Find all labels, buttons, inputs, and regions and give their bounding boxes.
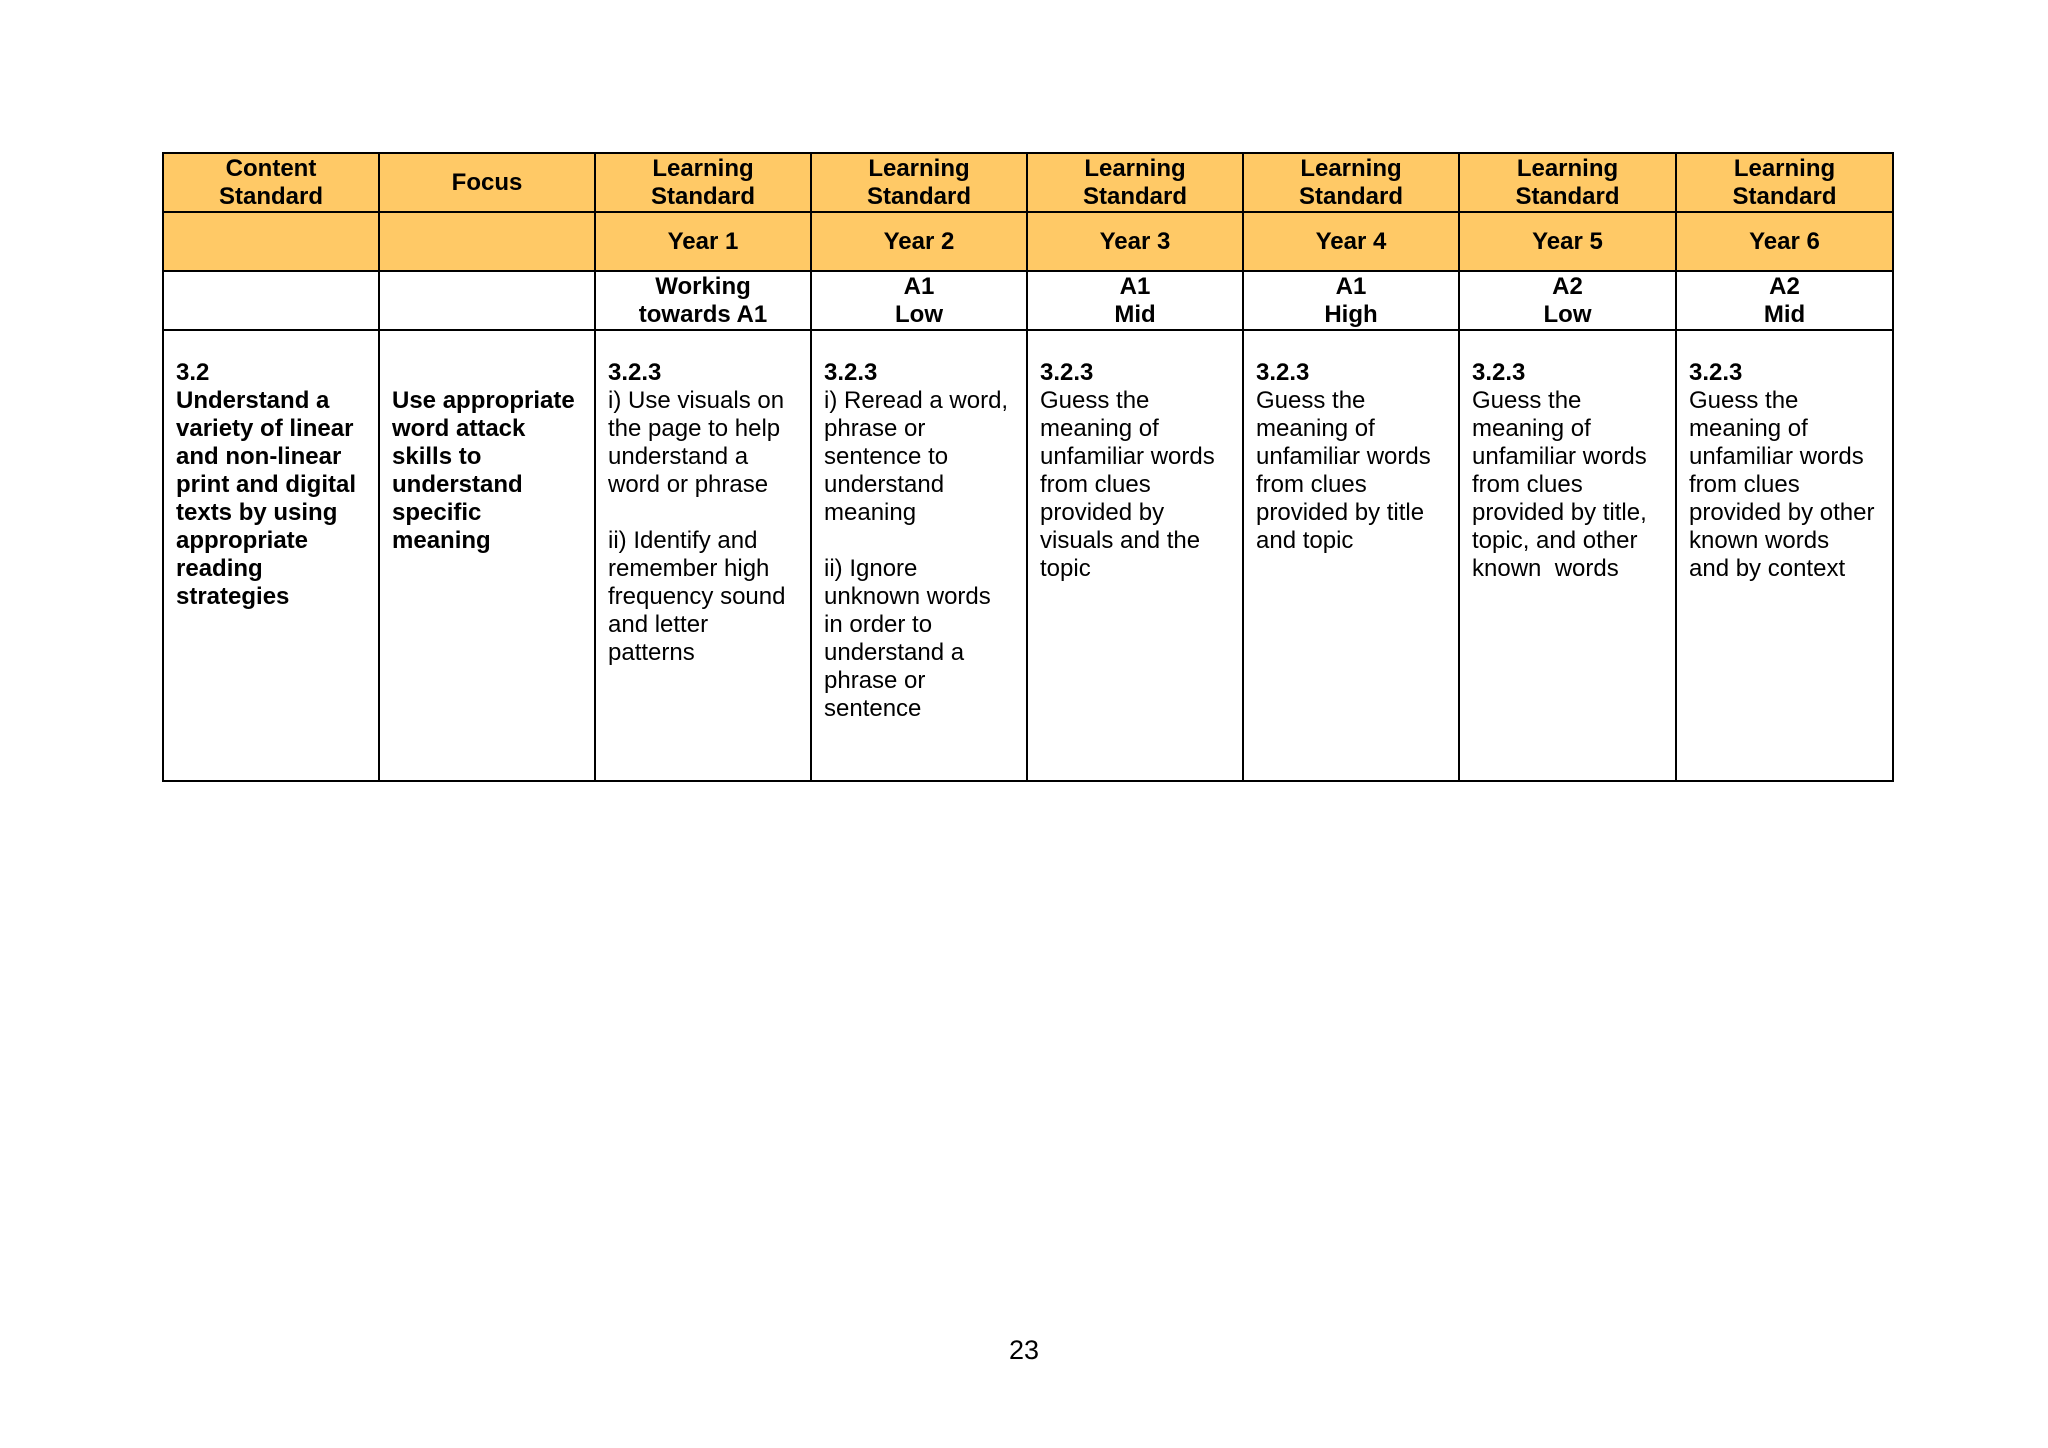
header-content-standard: Content Standard	[163, 153, 379, 212]
learning-standard-cell-year-5: 3.2.3 Guess the meaning of unfamiliar words from clues provided by title, topic, and other known words	[1459, 330, 1676, 781]
year-cell: Year 3	[1027, 212, 1243, 271]
level-blank-cell	[163, 271, 379, 330]
level-cell: A1 Mid	[1027, 271, 1243, 330]
learning-standard-cell-year-3: 3.2.3 Guess the meaning of unfamiliar words from clues provided by visuals and the topic	[1027, 330, 1243, 781]
header-row	[163, 153, 1893, 212]
level-cell: Working towards A1	[595, 271, 811, 330]
learning-standard-code: 3.2.3	[608, 359, 662, 386]
year-cell: Year 6	[1676, 212, 1893, 271]
learning-standard-code: 3.2.3	[824, 359, 878, 386]
learning-standard-code: 3.2.3	[1256, 359, 1310, 386]
header-learning-standard: Learning Standard	[811, 153, 1027, 212]
learning-standard-cell-year-1: 3.2.3 i) Use visuals on the page to help understand a word or phrase ii) Identify and remember high frequency sound and letter patterns	[595, 330, 811, 781]
level-blank-cell	[379, 271, 595, 330]
learning-standard-cell-year-2: 3.2.3 i) Reread a word, phrase or sentence to understand meaning ii) Ignore unknown words in order to understand a phrase or sentence	[811, 330, 1027, 781]
learning-standard-code: 3.2.3	[1689, 359, 1743, 386]
year-row	[163, 212, 1893, 271]
curriculum-table	[162, 152, 1894, 782]
content-standard-code: 3.2	[176, 359, 210, 386]
header-learning-standard: Learning Standard	[1459, 153, 1676, 212]
page-number: 23	[1008, 1335, 1040, 1365]
learning-standard-cell-year-4: 3.2.3 Guess the meaning of unfamiliar words from clues provided by title and topic	[1243, 330, 1459, 781]
focus-cell: Use appropriate word attack skills to understand specific meaning	[379, 330, 595, 781]
learning-standard-cell-year-6: 3.2.3 Guess the meaning of unfamiliar words from clues provided by other known words and by context	[1676, 330, 1893, 781]
header-learning-standard: Learning Standard	[1243, 153, 1459, 212]
header-learning-standard: Learning Standard	[1676, 153, 1893, 212]
header-learning-standard: Learning Standard	[595, 153, 811, 212]
level-row	[163, 271, 1893, 330]
year-blank-cell	[163, 212, 379, 271]
learning-standard-code: 3.2.3	[1040, 359, 1094, 386]
header-learning-standard: Learning Standard	[1027, 153, 1243, 212]
content-row	[163, 330, 1893, 781]
year-cell: Year 2	[811, 212, 1027, 271]
learning-standard-code: 3.2.3	[1472, 359, 1526, 386]
content-standard-cell: 3.2 Understand a variety of linear and non-linear print and digital texts by using appropriate reading strategies	[163, 330, 379, 781]
year-blank-cell	[379, 212, 595, 271]
level-cell: A1 High	[1243, 271, 1459, 330]
level-cell: A2 Mid	[1676, 271, 1893, 330]
year-cell: Year 1	[595, 212, 811, 271]
level-cell: A2 Low	[1459, 271, 1676, 330]
year-cell: Year 5	[1459, 212, 1676, 271]
header-focus: Focus	[379, 153, 595, 212]
level-cell: A1 Low	[811, 271, 1027, 330]
year-cell: Year 4	[1243, 212, 1459, 271]
